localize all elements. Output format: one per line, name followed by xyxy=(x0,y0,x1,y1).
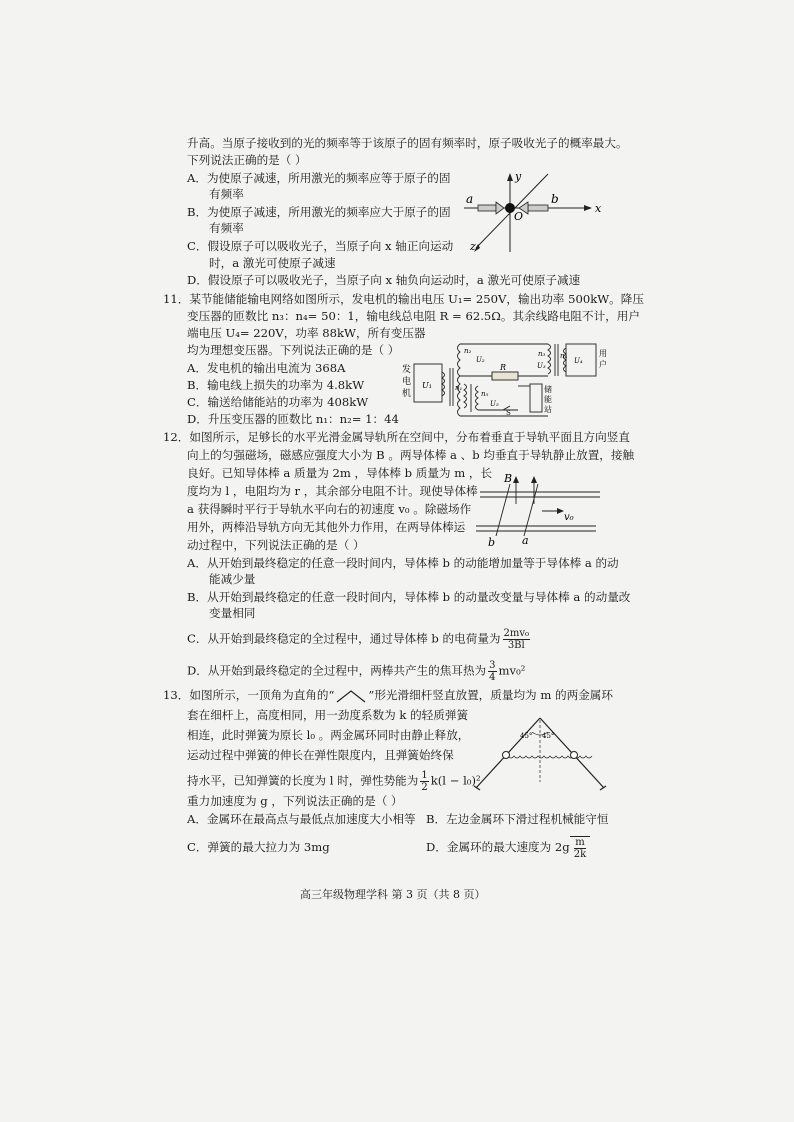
q11-label-s: S xyxy=(506,409,511,417)
q11-label-r: R xyxy=(500,363,507,372)
q13-rod-spring-figure xyxy=(470,712,610,804)
q12-line-1: 12．如图所示，足够长的水平光滑金属导轨所在空间中，分布着垂直于导轨平面且方向竖直 xyxy=(163,430,630,444)
q13-option-d-den: 2k xyxy=(573,849,587,860)
q13-line-5-b: k(l − l₀)² xyxy=(430,773,481,788)
q12-rails-figure xyxy=(470,470,610,550)
q10-label-y: y xyxy=(515,170,522,183)
q12-option-d-den: 4 xyxy=(489,672,496,683)
q13-line-5-fraction xyxy=(420,770,428,793)
q13-line-5-den: 2 xyxy=(421,782,428,793)
q13-line-2: 套在细杆上，高度相同，用一劲度系数为 k 的轻质弹簧 xyxy=(187,708,469,722)
q11-label-u4: U₄ xyxy=(574,357,583,365)
q12-line-7: 动过程中，下列说法正确的是（ ） xyxy=(187,538,365,552)
q13-line-5-num: 1 xyxy=(421,770,428,781)
q10-line-2: 下列说法正确的是（ ） xyxy=(187,153,307,167)
q10-label-b: b xyxy=(551,192,559,206)
q12-label-b-field: B xyxy=(504,472,513,485)
q13-option-b: B．左边金属环下滑过程机械能守恒 xyxy=(426,812,609,826)
q11-line-2: 变压器的匝数比 n₃：n₄= 50：1，输电线总电阻 R = 62.5Ω。其余线路电阻不计，用户 xyxy=(187,309,640,323)
q13-option-d-fraction xyxy=(574,837,586,860)
q11-option-c: C．输送给储能站的功率为 408kW xyxy=(187,395,369,409)
q13-angle-right: 45° xyxy=(542,732,555,740)
q12-option-c-fraction xyxy=(503,628,531,651)
q12-option-b-cont: 变量相同 xyxy=(209,606,256,620)
q12-option-a: A．从开始到最终稳定的任意一段时间内，导体棒 b 的动能增加量等于导体棒 a 的动 xyxy=(187,556,619,570)
q11-station-char-3: 站 xyxy=(544,405,552,414)
q11-label-u3: U₃ xyxy=(537,362,546,370)
q12-option-d-num: 3 xyxy=(489,660,496,671)
q10-option-c: C．假设原子可以吸收光子，当原子向 x 轴正向运动 xyxy=(187,239,454,253)
q12-option-b: B．从开始到最终稳定的任意一段时间内，导体棒 b 的动量改变量与导体棒 a 的动量改 xyxy=(187,590,631,604)
q10-label-z: z xyxy=(470,240,476,253)
q13-option-a: A．金属环在最高点与最低点加速度大小相等 xyxy=(187,812,416,826)
q11-label-n5: n₅ xyxy=(481,390,489,398)
q12-line-4: 度均为 l ，电阻均为 r ，其余部分电阻不计。现使导体棒 xyxy=(187,484,478,498)
q12-line-6: 用外，两棒沿导轨方向无其他外力作用，在两导体棒运 xyxy=(187,520,466,534)
q12-label-rod-b: b xyxy=(488,536,496,549)
q10-option-b: B．为使原子减速，所用激光的频率应大于原子的固 xyxy=(187,205,451,219)
q13-inverted-v-icon xyxy=(334,689,368,703)
q10-label-o: O xyxy=(514,210,524,223)
q12-option-c-den: 3Bl xyxy=(507,640,525,651)
q11-gen-char-1: 发 xyxy=(402,365,412,375)
q12-label-v0: v₀ xyxy=(564,512,574,523)
q10-option-a-cont: 有频率 xyxy=(209,187,244,201)
q11-circuit-figure xyxy=(398,336,608,418)
q10-option-b-cont: 有频率 xyxy=(209,221,244,235)
q13-line-4: 运动过程中弹簧的伸长在弹性限度内，且弹簧始终保 xyxy=(187,748,454,762)
q13-option-d-sqrt xyxy=(570,836,590,860)
q10-line-1: 升高。当原子接收到的光的频率等于该原子的固有频率时，原子吸收光子的概率最大。 xyxy=(187,136,628,150)
q10-label-x: x xyxy=(595,202,602,215)
q13-line-5 xyxy=(187,770,481,793)
q11-line-3: 端电压 U₄= 220V，功率 88kW，所有变压器 xyxy=(187,326,426,340)
q11-label-n1: n₁ xyxy=(455,384,463,392)
q13-line-1 xyxy=(163,688,613,703)
q11-gen-char-3: 机 xyxy=(402,389,412,399)
q11-label-n3: n₃ xyxy=(538,350,546,358)
q12-option-d-tail: mv₀² xyxy=(498,663,526,678)
q12-option-c-text: C．从开始到最终稳定的全过程中，通过导体棒 b 的电荷量为 xyxy=(187,631,501,646)
q10-axes-figure xyxy=(458,168,608,260)
q11-option-d: D．升压变压器的匝数比 n₁：n₂= 1：44 xyxy=(187,412,399,426)
q11-user-char-1: 用 xyxy=(599,349,607,358)
q10-option-c-cont: 时，a 激光可使原子减速 xyxy=(209,256,336,270)
q11-user-char-2: 户 xyxy=(599,360,607,369)
q13-line-5-a: 持水平，已知弹簧的长度为 l 时，弹性势能为 xyxy=(187,773,419,788)
q11-label-u1: U₁ xyxy=(422,381,432,390)
q11-label-u2: U₂ xyxy=(476,356,485,364)
q10-option-a: A．为使原子减速，所用激光的频率应等于原子的固 xyxy=(187,171,451,185)
q13-line-3: 相连，此时弹簧为原长 l₀ 。两金属环同时由静止释放， xyxy=(187,728,470,742)
q13-angle-left: 45° xyxy=(520,732,533,740)
q11-line-4: 均为理想变压器。下列说法正确的是（ ） xyxy=(187,343,400,357)
q13-option-d-num: m xyxy=(575,837,585,848)
q13-line-6: 重力加速度为 g ，下列说法正确的是（ ） xyxy=(187,794,403,808)
q11-label-n2: n₂ xyxy=(464,347,472,355)
q11-line-1: 11．某节能储能输电网络如图所示，发电机的输出电压 U₁= 250V，输出功率 500kW。降压 xyxy=(163,292,644,306)
q10-label-a: a xyxy=(466,192,474,206)
q12-option-c-num: 2mv₀ xyxy=(503,628,530,639)
q13-option-d-text: D．金属环的最大速度为 2g xyxy=(426,840,570,854)
q12-option-d-text: D．从开始到最终稳定的全过程中，两棒共产生的焦耳热为 xyxy=(187,663,487,678)
q13-line-1-a: 13．如图所示，一顶角为直角的“ xyxy=(163,688,335,702)
q12-label-rod-a: a xyxy=(522,534,529,547)
q11-label-u5: U₅ xyxy=(490,400,499,408)
q13-option-d xyxy=(426,836,590,860)
q12-option-d xyxy=(187,660,525,683)
q12-line-5: a 获得瞬时平行于导轨水平向右的初速度 v₀ 。除磁场作 xyxy=(187,502,472,516)
q12-option-c xyxy=(187,628,532,651)
q11-option-b: B．输电线上损失的功率为 4.8kW xyxy=(187,378,365,392)
q11-label-n4: n₄ xyxy=(560,352,568,360)
q11-option-a: A．发电机的输出电流为 368A xyxy=(187,361,346,375)
q10-option-d: D．假设原子可以吸收光子，当原子向 x 轴负向运动时，a 激光可使原子减速 xyxy=(187,273,581,287)
q11-station-char-1: 储 xyxy=(544,385,552,394)
q12-line-2: 向上的匀强磁场，磁感应强度大小为 B 。两导体棒 a 、b 均垂直于导轨静止放置，接触 xyxy=(187,448,635,462)
q13-line-1-b: ”形光滑细杆竖直放置，质量均为 m 的两金属环 xyxy=(368,688,613,702)
q11-gen-char-2: 电 xyxy=(402,377,412,387)
page-footer: 高三年级物理学科 第 3 页（共 8 页） xyxy=(300,888,486,901)
q11-station-char-2: 能 xyxy=(544,395,552,404)
q12-option-d-fraction xyxy=(488,660,496,683)
q12-option-a-cont: 能减少量 xyxy=(209,572,256,586)
q12-line-3: 良好。已知导体棒 a 质量为 2m ，导体棒 b 质量为 m ，长 xyxy=(187,466,493,480)
q13-option-c: C．弹簧的最大拉力为 3mg xyxy=(187,840,330,854)
